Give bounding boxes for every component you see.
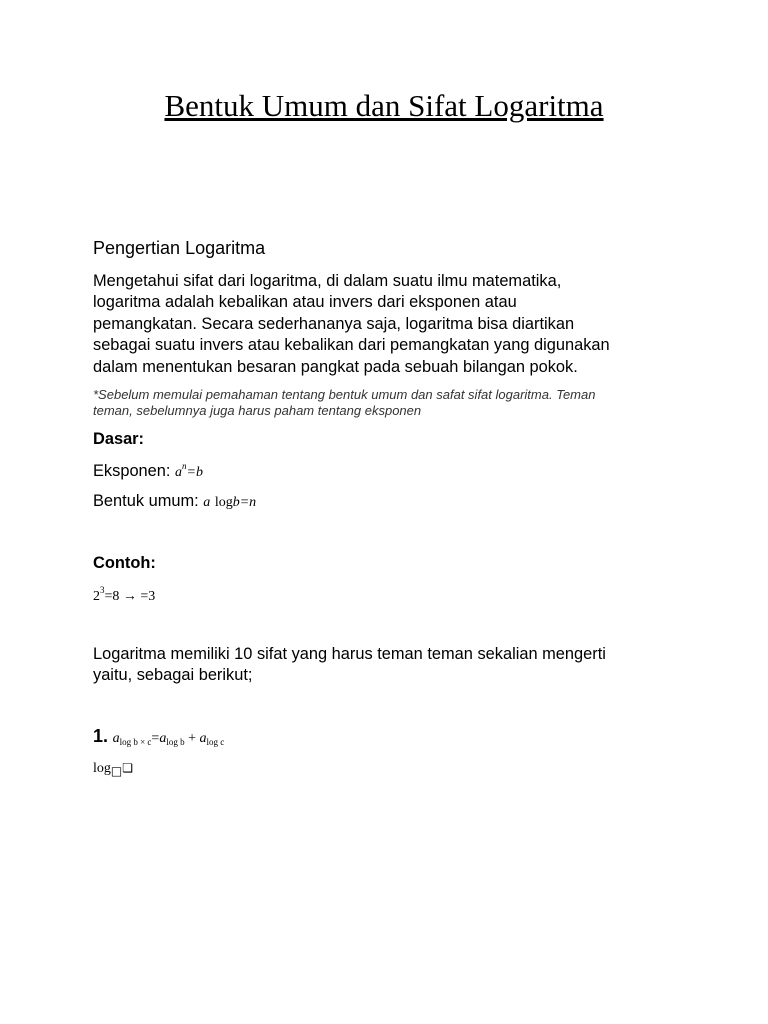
paragraph-line: pemangkatan. Secara sederhananya saja, logaritma bisa diartikan [93, 314, 575, 333]
eksponen-exponent: n [182, 461, 187, 471]
eksponen-label: Eksponen: [93, 462, 171, 480]
eksponen-line [93, 461, 203, 481]
sifat-1-plus: + [184, 731, 200, 746]
placeholder-sub-box: □ [110, 764, 123, 778]
contoh-exponent: 3 [100, 585, 105, 595]
bentuk-umum-label: Bentuk umum: [93, 492, 199, 510]
sifat-1-equals: = [151, 731, 160, 746]
bentuk-umum-line [93, 492, 256, 511]
sifat-1-sub-1: log b × c [119, 737, 152, 747]
sifat-1-sub-2: log b [166, 737, 185, 747]
placeholder-log: log [93, 761, 111, 776]
definition-paragraph [93, 271, 683, 378]
contoh-base: 2 [93, 589, 100, 604]
placeholder-box-icon: ❏ [122, 761, 133, 775]
contoh-equation [93, 585, 155, 605]
prerequisite-note [93, 387, 673, 419]
heading-pengertian: Pengertian Logaritma [93, 238, 266, 258]
sifat-intro-paragraph [93, 644, 683, 687]
sifat-1-base-3: a [199, 731, 207, 746]
bentuk-log: log [214, 495, 233, 510]
sifat-1-sub-3: log c [206, 737, 225, 747]
bentuk-result: b=n [232, 495, 257, 510]
paragraph-line: Logaritma memiliki 10 sifat yang harus teman teman sekalian mengerti [93, 645, 606, 663]
bentuk-base: a [203, 495, 211, 510]
sifat-1-base-1: a [112, 731, 120, 746]
note-line: *Sebelum memulai pemahaman tentang bentuk umum dan safat sifat logaritma. Teman [93, 387, 596, 402]
contoh-result: =8 → =3 [104, 589, 156, 604]
sifat-1-line [93, 726, 224, 747]
paragraph-line: sebagai suatu invers atau kebalikan dari pemangkatan yang digunakan [93, 336, 610, 355]
page-title: Bentuk Umum dan Sifat Logaritma [164, 88, 604, 123]
heading-dasar: Dasar: [93, 430, 145, 448]
sifat-number: 1. [93, 726, 109, 746]
note-line: teman, sebelumnya juga harus paham tentang eksponen [93, 403, 422, 418]
paragraph-line: dalam menentukan besaran pangkat pada sebuah bilangan pokok. [93, 357, 578, 376]
sifat-1-base-2: a [159, 731, 167, 746]
eksponen-result: =b [186, 465, 203, 480]
paragraph-line: logaritma adalah kebalikan atau invers dari eksponen atau [93, 293, 517, 312]
paragraph-line: yaitu, sebagai berikut; [93, 666, 253, 685]
placeholder-equation [93, 758, 133, 778]
heading-contoh: Contoh: [93, 554, 156, 572]
paragraph-line: Mengetahui sifat dari logaritma, di dalam suatu ilmu matematika, [93, 272, 562, 290]
eksponen-base: a [175, 465, 183, 480]
